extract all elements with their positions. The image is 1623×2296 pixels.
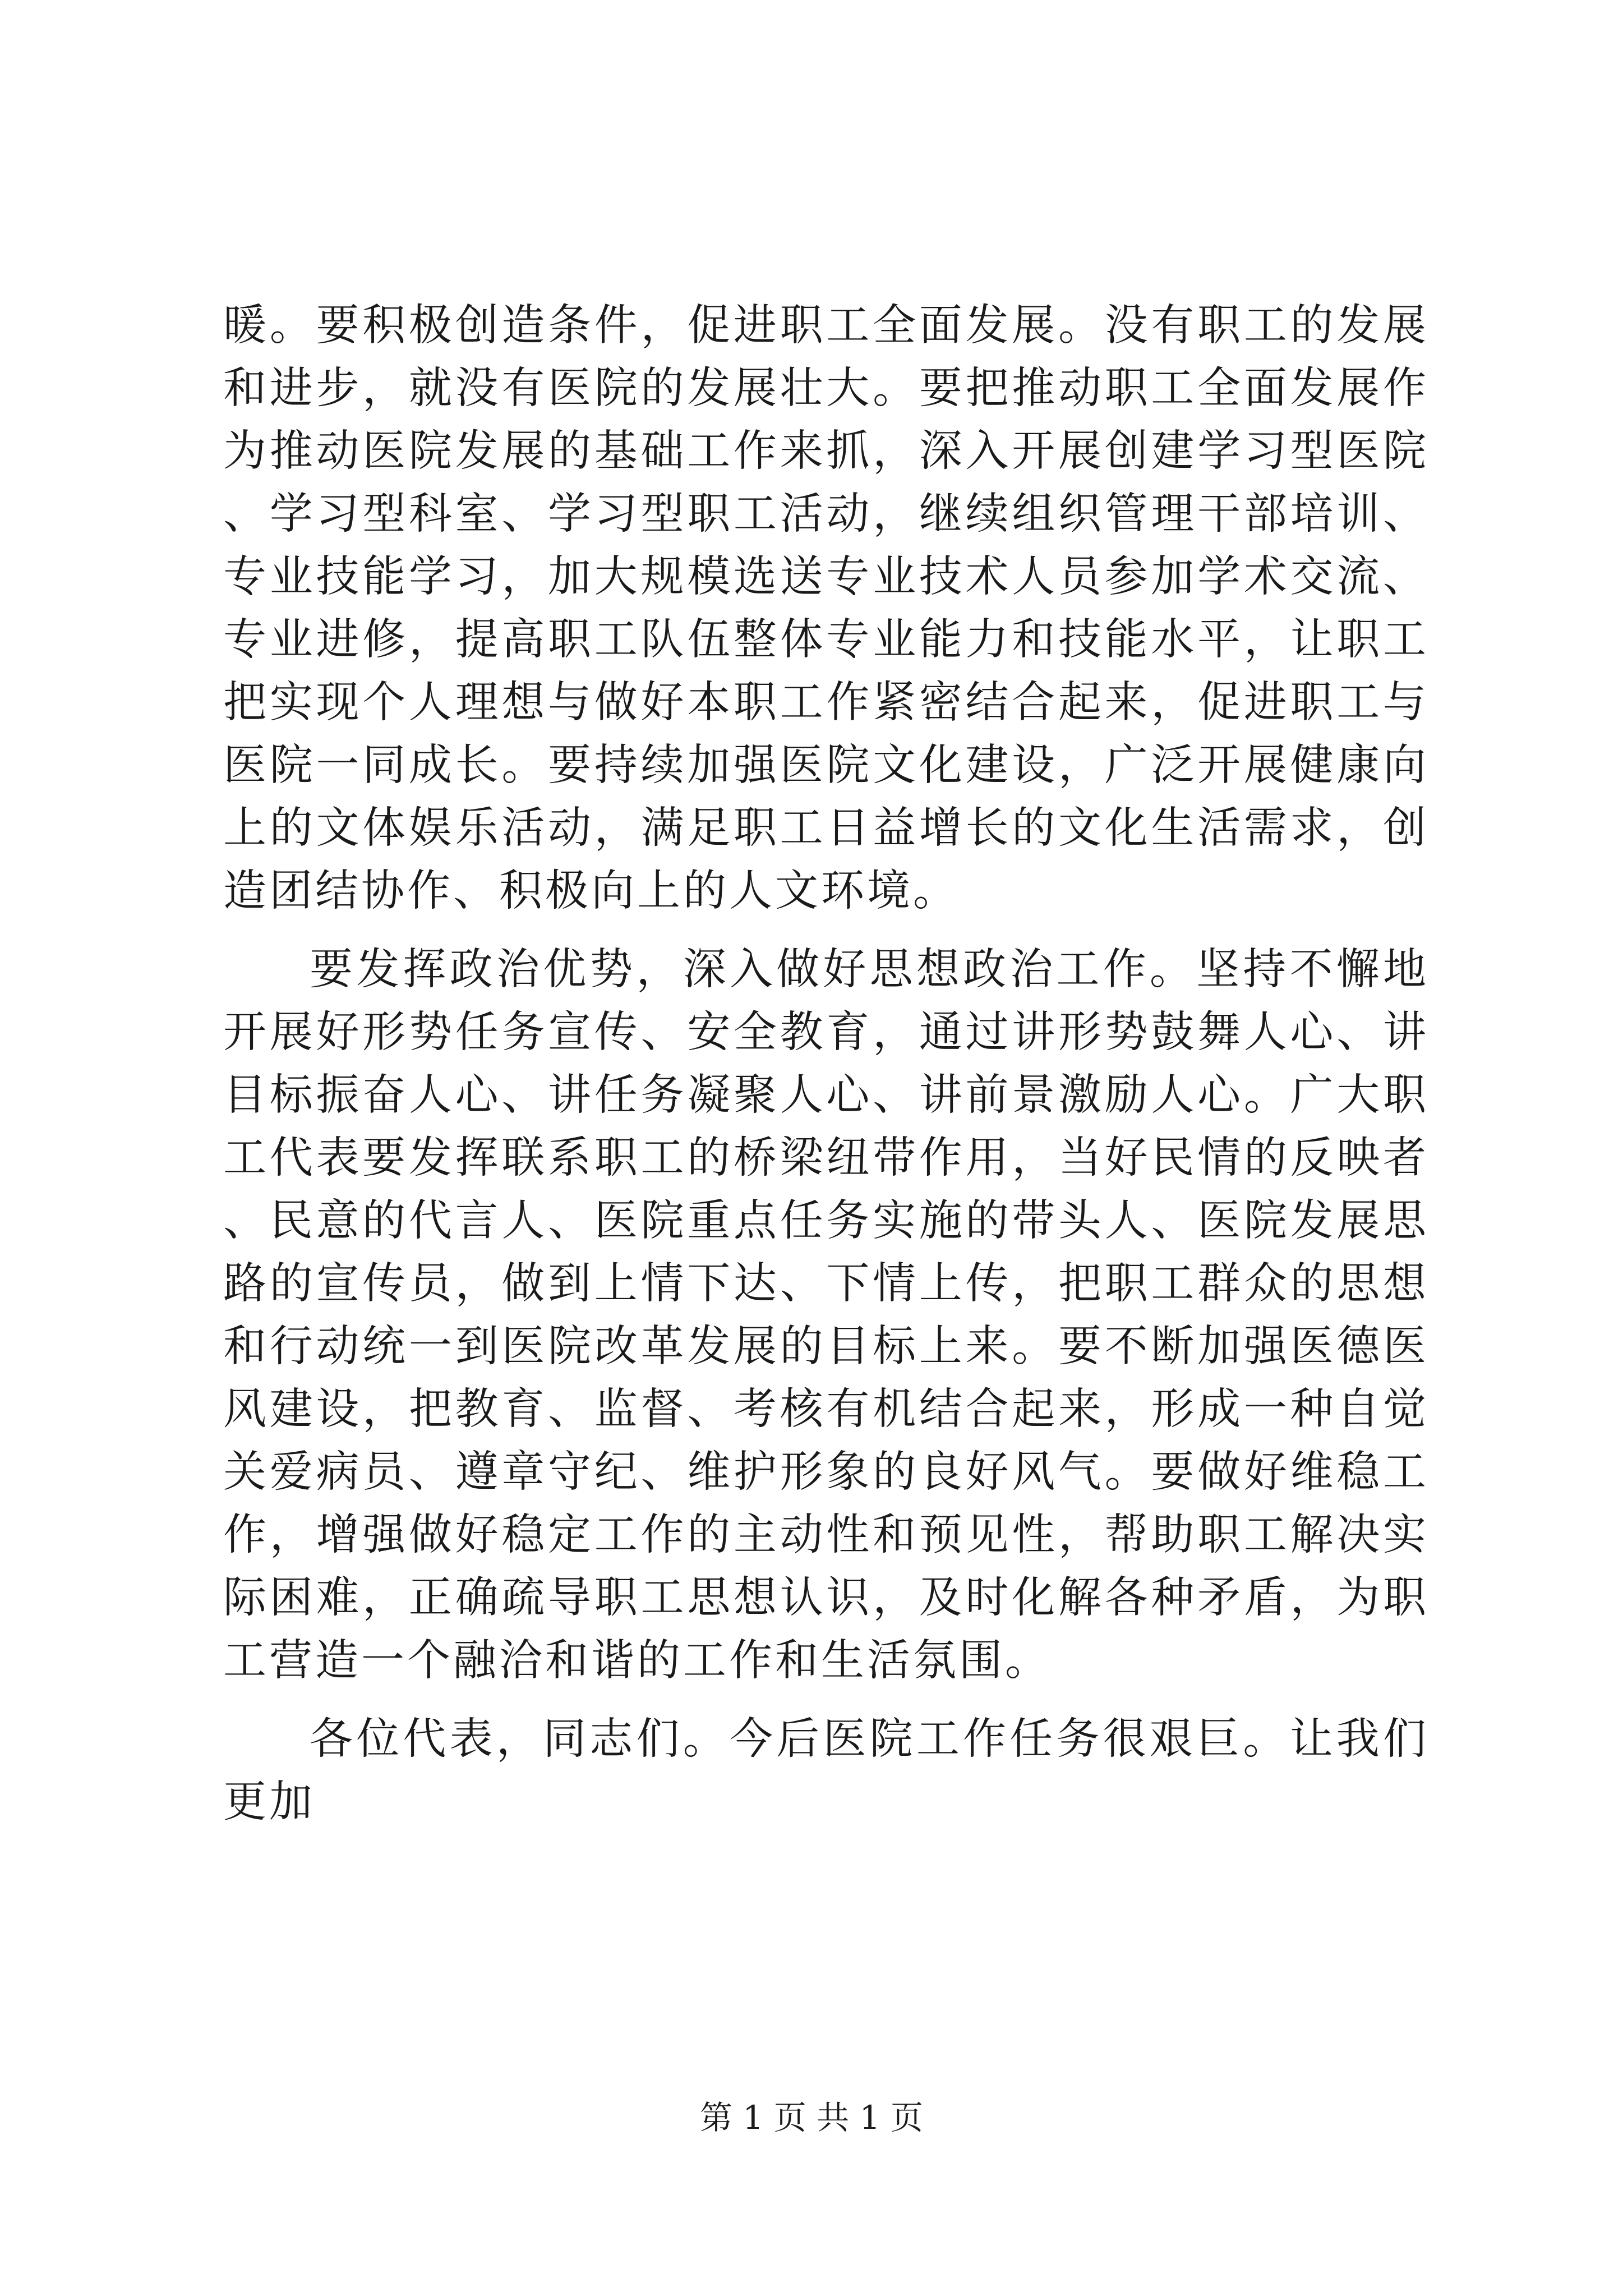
document-body <box>223 295 1429 1834</box>
paragraph-1: 暖。要积极创造条件，促进职工全面发展。没有职工的发展和进步，就没有医院的发展壮大。要把推动职工全面发展作为推动医院发展的基础工作来抓，深入开展创建学习型医院、学习型科室、学习型职工活动，继续组织管理干部培训、专业技能学习，加大规模选送专业技术人员参加学术交流、专业进修，提高职工队伍整体专业能力和技能水平，让职工把实现个人理想与做好本职工作紧密结合起来，促进职工与医院一同成长。要持续加强医院文化建设，广泛开展健康向上的文体娱乐活动，满足职工日益增长的文化生活需求，创造团结协作、积极向上的人文环境。 <box>223 301 1429 916</box>
paragraph-2: 要发挥政治优势，深入做好思想政治工作。坚持不懈地开展好形势任务宣传、安全教育，通过讲形势鼓舞人心、讲目标振奋人心、讲任务凝聚人心、讲前景激励人心。广大职工代表要发挥联系职工的桥梁纽带作用，当好民情的反映者、民意的代言人、医院重点任务实施的带头人、医院发展思路的宣传员，做到上情下达、下情上传，把职工群众的思想和行动统一到医院改革发展的目标上来。要不断加强医德医风建设，把教育、监督、考核有机结合起来，形成一种自觉关爱病员、遵章守纪、维护形象的良好风气。要做好维稳工作，增强做好稳定工作的主动性和预见性，帮助职工解决实际困难，正确疏导职工思想认识，及时化解各种矛盾，为职工营造一个融洽和谐的工作和生活氛围。 <box>223 945 1429 1686</box>
page-footer: 第 1 页 共 1 页 <box>700 2099 923 2137</box>
paragraph-3: 各位代表，同志们。今后医院工作任务很艰巨。让我们更加 <box>223 1714 1429 1827</box>
